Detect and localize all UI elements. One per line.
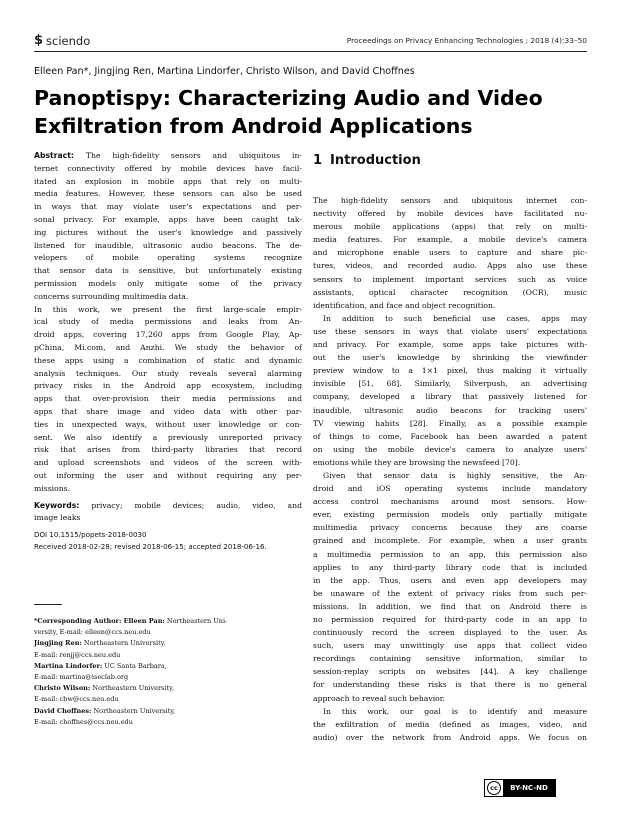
page-header [34, 33, 587, 49]
abstract-line: these apps using a combination of static and dynamic [34, 355, 302, 365]
intro-line: access control mechanisms around most sensors. How- [313, 497, 587, 507]
intro-line: identification, and face and object recognition. [313, 300, 496, 310]
section-title: Introduction [330, 153, 421, 168]
footnote-line: *Corresponding Author: Elleen Pan: Northeastern Uni- [34, 617, 228, 625]
doi: DOI 10.1515/popets-2018-0030 [34, 530, 147, 540]
abstract-line: Abstract: The high-fidelity sensors and ubiquitous in- [34, 151, 302, 160]
intro-line: droid and iOS operating systems include mandatory [313, 484, 587, 494]
intro-paragraph [313, 194, 587, 312]
abstract-line: concerns surrounding multimedia data. [34, 291, 189, 301]
footnote-line: versity, E-mail: elleen@ccs.neu.edu [34, 628, 151, 637]
abstract-label: Abstract: [34, 151, 74, 160]
intro-line: TV viewing habits [28]. Finally, as a possible example [313, 418, 587, 428]
intro-line: such, users may unwittingly use apps that collect video [313, 641, 587, 651]
intro-line: applies to any third-party library code that is included [313, 562, 587, 572]
intro-line: emotions while they are browsing the newsfeed [70]. [313, 457, 521, 467]
intro-line: the exfiltration of media (defined as images, video, and [313, 719, 587, 729]
abstract-line: out informing the user and without requiring any per- [34, 470, 302, 480]
journal-citation: Proceedings on Privacy Enhancing Technologies ; 2018 (4):33–50 [346, 36, 587, 45]
intro-line: In addition to such beneficial use cases, apps may [323, 313, 587, 323]
title-line: Panoptispy: Characterizing Audio and Video [34, 86, 543, 110]
abstract-line: droid apps, covering 17,260 apps from Google Play, Ap- [34, 330, 302, 340]
intro-paragraph [313, 469, 587, 705]
author-footnotes [34, 616, 302, 728]
paper-title [34, 84, 594, 140]
abstract-line: in ways that may violate user's expectations and per- [34, 202, 302, 212]
intro-paragraph [313, 312, 587, 469]
footnote-line: E-mail: renjj@ccs.neu.edu [34, 650, 121, 659]
abstract-line: velopers of mobile operating systems recognize [34, 253, 302, 263]
intro-line: out the user's knowledge by shrinking the viewfinder [313, 353, 587, 363]
abstract-line: listened for inaudible, ultrasonic audio beacons. The de- [34, 240, 302, 250]
keywords-label: Keywords: [34, 500, 80, 510]
intro-line: merous mobile applications (apps) that rely on multi- [313, 222, 587, 232]
abstract-line: itated an explosion in mobile apps that rely on multi- [34, 176, 302, 186]
abstract-line: ties in unexpected ways, without user knowledge or con- [34, 419, 302, 429]
keywords-line: image leaks [34, 513, 81, 523]
intro-line: ever, existing permission models only partially mitigate [313, 510, 587, 520]
abstract-line: permission models only mitigate some of the privacy [34, 278, 302, 288]
publisher-name: sciendo [46, 33, 91, 48]
intro-line: tures, videos, and recorded audio. Apps also use these [313, 261, 587, 271]
intro-line: on using the mobile device's camera to analyze users' [313, 444, 587, 454]
received-dates: Received 2018-02-28; revised 2018-06-15; accepted 2018-06-16. [34, 542, 267, 552]
intro-line: and microphone enable users to capture and share pic- [313, 248, 587, 258]
intro-line: audio) over the network from Android apps. We focus on [313, 732, 587, 742]
footnote-line: Martina Lindorfer: UC Santa Barbara, [34, 661, 167, 670]
abstract-line: apps that over-provision their media permissions and [34, 394, 302, 404]
intro-line: grained and incomplete. For example, when a user grants [313, 536, 587, 546]
intro-line: company, developed a library that passively listened for [313, 392, 587, 402]
keywords-line: Keywords: privacy; mobile devices; audio, video, and [34, 500, 302, 510]
footnote-line: E-mail: choffnes@ccs.neu.edu [34, 717, 133, 726]
creative-commons-icon: cc [487, 781, 501, 795]
intro-line: session-replay scripts on websites [44]. A key challenge [313, 667, 587, 677]
abstract-line: and upload screenshots and videos of the screen with- [34, 458, 302, 468]
intro-line: Given that sensor data is highly sensitive, the An- [323, 470, 587, 480]
abstract-line: ing pictures without the user's knowledge and passively [34, 227, 302, 237]
publisher-logo [34, 33, 90, 48]
keywords [34, 500, 302, 526]
license-label: BY-NC-ND [503, 780, 555, 796]
intro-line: invisible [51, 68]. Similarly, Silverpush, an advertising [313, 379, 587, 389]
abstract-line: sent. We also identify a previously unreported privacy [34, 432, 302, 442]
abstract-line: ternet connectivity offered by mobile devices have facil- [34, 163, 302, 173]
footnote-line: Christo Wilson: Northeastern University, [34, 684, 175, 693]
intro-line: approach to reveal such behavior. [313, 693, 446, 703]
abstract [34, 150, 302, 496]
intro-line: multimedia privacy concerns because they are coarse [313, 523, 587, 533]
intro-line: In this work, our goal is to identify and measure [323, 706, 587, 716]
abstract-line: missions. [34, 483, 71, 493]
right-column [313, 150, 587, 744]
title-line: Exfiltration from Android Applications [34, 114, 473, 138]
section-heading [313, 150, 587, 180]
footnote-rule [34, 604, 62, 605]
abstract-line: analysis techniques. Our study reveals several alarming [34, 368, 302, 378]
abstract-line: pChina, Mi.com, and Anzhi. We study the behavior of [34, 342, 302, 352]
intro-line: media features. For example, a mobile device's camera [313, 235, 587, 245]
intro-line: inaudible, ultrasonic audio beacons for tracking users' [313, 405, 587, 415]
footnote-line: E-mail: martina@iseclab.org [34, 673, 129, 682]
intro-line: for understanding these risks is that there is no general [313, 680, 587, 690]
abstract-line: sonal privacy. For example, apps have been caught tak- [34, 214, 302, 224]
abstract-line: In this work, we present the first large-scale empir- [34, 304, 302, 314]
intro-line: preview window to a 1×1 pixel, thus making it virtually [313, 366, 587, 376]
license-badge [484, 779, 556, 797]
intro-line: be unaware of the extent of privacy risks from such per- [313, 588, 587, 598]
intro-line: in the app. Thus, users and even app developers may [313, 575, 587, 585]
intro-line: The high-fidelity sensors and ubiquitous internet con- [313, 196, 587, 205]
author-list: Elleen Pan*, Jingjing Ren, Martina Lindorfer, Christo Wilson, and David Choffnes [34, 66, 415, 77]
intro-line: and privacy. For example, some apps take pictures with- [313, 340, 587, 350]
intro-paragraph [313, 705, 587, 744]
footnote-line: E-mail: cbw@ccs.neu.edu [34, 695, 119, 704]
abstract-line: that sensor data is sensitive, but unfortunately existing [34, 266, 302, 276]
intro-line: sensors to implement important services such as voice [313, 274, 587, 284]
intro-line: no permission required for third-party code in an app to [313, 615, 587, 624]
intro-line: missions. In addition, we find that on Android there is [313, 601, 587, 611]
header-rule [34, 51, 587, 52]
footnote-line: David Choffnes: Northeastern University, [34, 706, 176, 715]
intro-line: a multimedia permission to an app, this permission also [313, 549, 587, 559]
footnote-line: Jingjing Ren: Northeastern University, [34, 639, 166, 648]
sciendo-logo-icon: $ [34, 33, 44, 48]
intro-line: of things to come, Facebook has been awarded a patent [313, 431, 587, 441]
introduction-body [313, 194, 587, 744]
intro-line: recordings containing sensitive information, similar to [313, 654, 587, 664]
section-number: 1 [313, 153, 323, 168]
abstract-line: risk that arises from third-party libraries that record [34, 445, 302, 455]
intro-line: assistants, optical character recognition (OCR), music [313, 287, 587, 297]
abstract-line: privacy risks in the Android app ecosystem, including [34, 381, 302, 391]
intro-line: nectivity offered by mobile devices have facilitated nu- [313, 209, 587, 219]
intro-line: use these sensors in ways that violate users' expectations [313, 326, 587, 336]
intro-line: continuously record the screen displayed to the user. As [313, 628, 587, 638]
abstract-line: ical study of media permissions and leaks from An- [34, 317, 302, 327]
abstract-line: media features. However, these sensors can also be used [34, 189, 302, 199]
abstract-line: apps that share image and video data with other par- [34, 406, 302, 416]
left-column [34, 150, 302, 553]
